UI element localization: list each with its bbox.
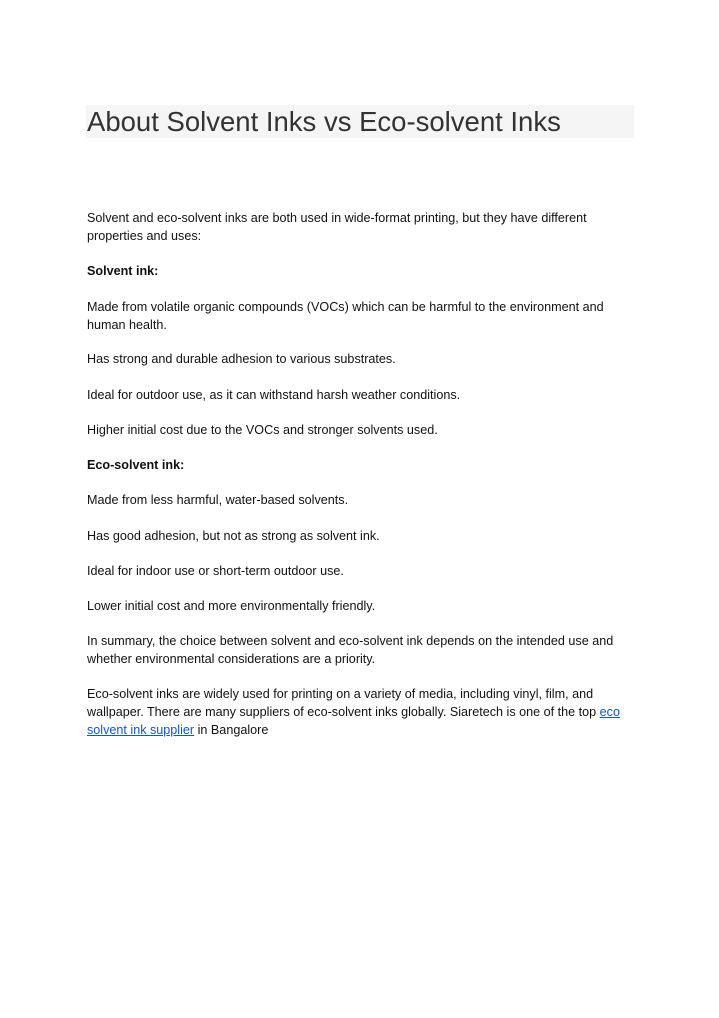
supplier-link[interactable]: eco solvent ink supplier <box>87 705 620 737</box>
solvent-point-4: Higher initial cost due to the VOCs and stronger solvents used. <box>87 423 438 437</box>
eco-solvent-heading: Eco-solvent ink: <box>87 458 185 472</box>
eco-solvent-point-2: Has good adhesion, but not as strong as solvent ink. <box>87 529 380 543</box>
closing-text-after: in Bangalore <box>194 723 269 737</box>
intro-paragraph: Solvent and eco-solvent inks are both used in wide-format printing, but they have different properties and uses: <box>87 211 587 243</box>
solvent-point-2: Has strong and durable adhesion to various substrates. <box>87 352 396 366</box>
page-title: About Solvent Inks vs Eco-solvent Inks <box>87 106 561 137</box>
solvent-heading: Solvent ink: <box>87 264 159 278</box>
eco-solvent-point-3: Ideal for indoor use or short-term outdoor use. <box>87 564 344 578</box>
solvent-point-1: Made from volatile organic compounds (VOCs) which can be harmful to the environment and human health. <box>87 300 604 332</box>
eco-solvent-point-1: Made from less harmful, water-based solvents. <box>87 493 349 507</box>
eco-solvent-point-4: Lower initial cost and more environmentally friendly. <box>87 599 376 613</box>
summary-paragraph: In summary, the choice between solvent and eco-solvent ink depends on the intended use and whether environmental considerations are a priority. <box>87 634 614 666</box>
closing-text-before: Eco-solvent inks are widely used for printing on a variety of media, including vinyl, film, and wallpaper. There are many suppliers of eco-solvent inks globally. Siaretech is one of the top <box>87 687 600 719</box>
solvent-point-3: Ideal for outdoor use, as it can withstand harsh weather conditions. <box>87 388 461 402</box>
closing-paragraph <box>87 685 642 739</box>
